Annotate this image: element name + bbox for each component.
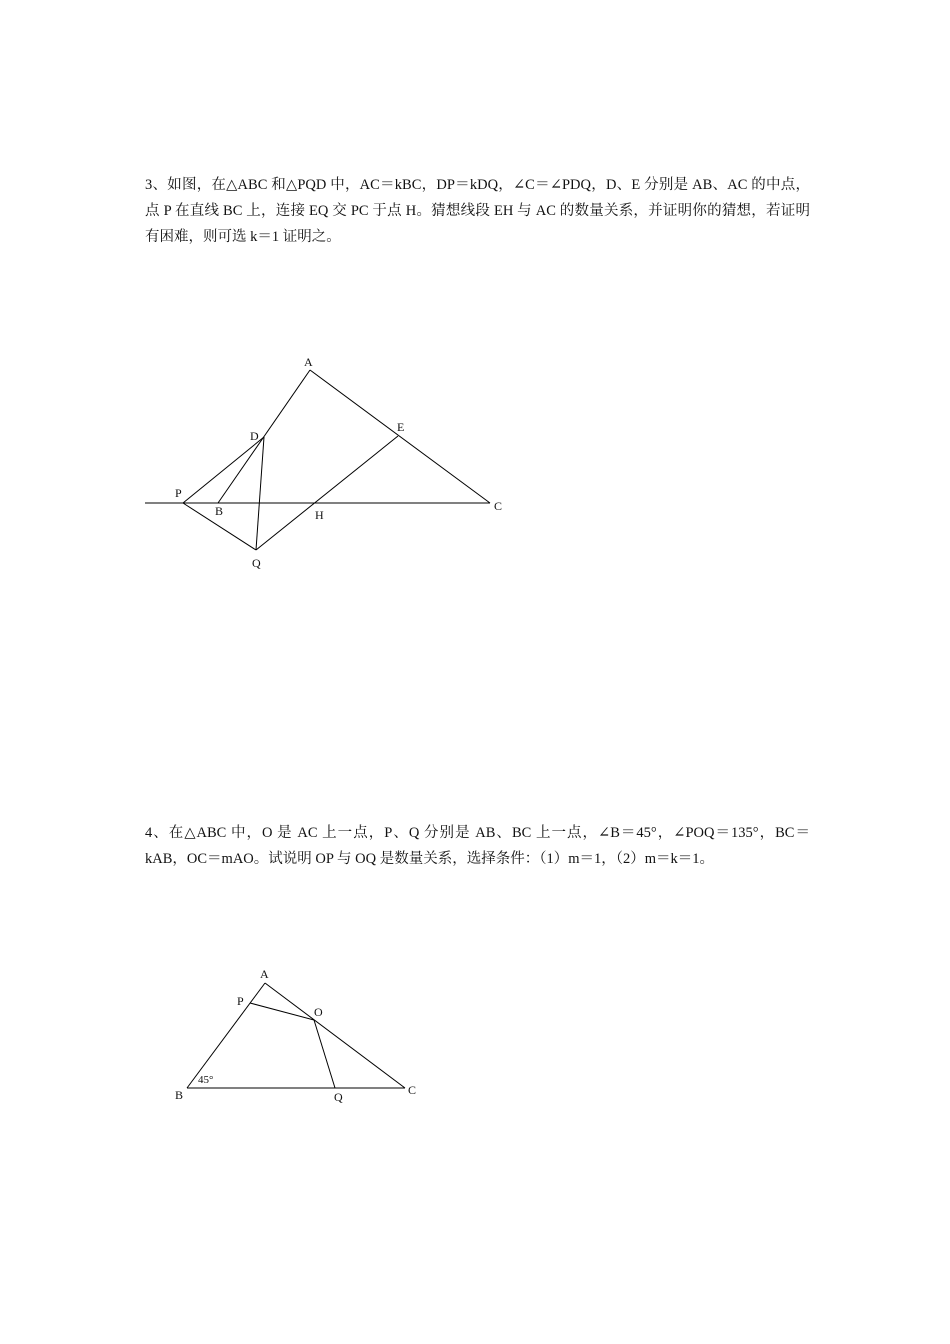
segment-oq xyxy=(314,1020,335,1088)
label-h: H xyxy=(315,508,324,522)
problem-4-text: 4、在△ABC 中，O 是 AC 上一点，P、Q 分别是 AB、BC 上一点，∠B＝45°，∠POQ＝135°，BC＝kAB，OC＝mAO。试说明 OP 与 OQ 是数量关系，选择条件：（1）m＝1，（2）m＝k＝1。 xyxy=(145,825,810,867)
label-p-4: P xyxy=(237,994,244,1008)
segment-ac-4 xyxy=(265,983,405,1088)
label-q: Q xyxy=(252,556,261,570)
segment-pd xyxy=(183,437,264,503)
label-c-4: C xyxy=(408,1083,417,1097)
figure-problem-4 xyxy=(175,967,416,1104)
segment-eq xyxy=(256,436,398,550)
label-o-4: O xyxy=(314,1005,323,1019)
label-a: A xyxy=(304,355,313,369)
label-c: C xyxy=(494,499,503,513)
segment-po xyxy=(250,1003,314,1020)
segment-ac xyxy=(310,370,490,503)
label-p: P xyxy=(175,486,182,500)
segment-ab xyxy=(218,370,310,503)
label-a-4: A xyxy=(260,967,269,981)
label-e: E xyxy=(397,420,405,434)
label-d: D xyxy=(250,429,259,443)
label-b: B xyxy=(215,504,224,518)
segment-ab-4 xyxy=(187,983,265,1088)
problem-3-text: 3、如图，在△ABC 和△PQD 中，AC＝kBC，DP＝kDQ，∠C＝∠PDQ，D、E 分别是 AB、AC 的中点，点 P 在直线 BC 上，连接 EQ 交 PC 于点 H。猜想线段 EH 与 AC 的数量关系，并证明你的猜想，若证明有困难，则可选 k＝1 证明之。 xyxy=(145,177,810,245)
label-angle-45: 45° xyxy=(198,1074,214,1086)
segment-dq xyxy=(256,437,264,550)
label-q-4: Q xyxy=(334,1090,343,1104)
label-b-4: B xyxy=(175,1088,184,1102)
